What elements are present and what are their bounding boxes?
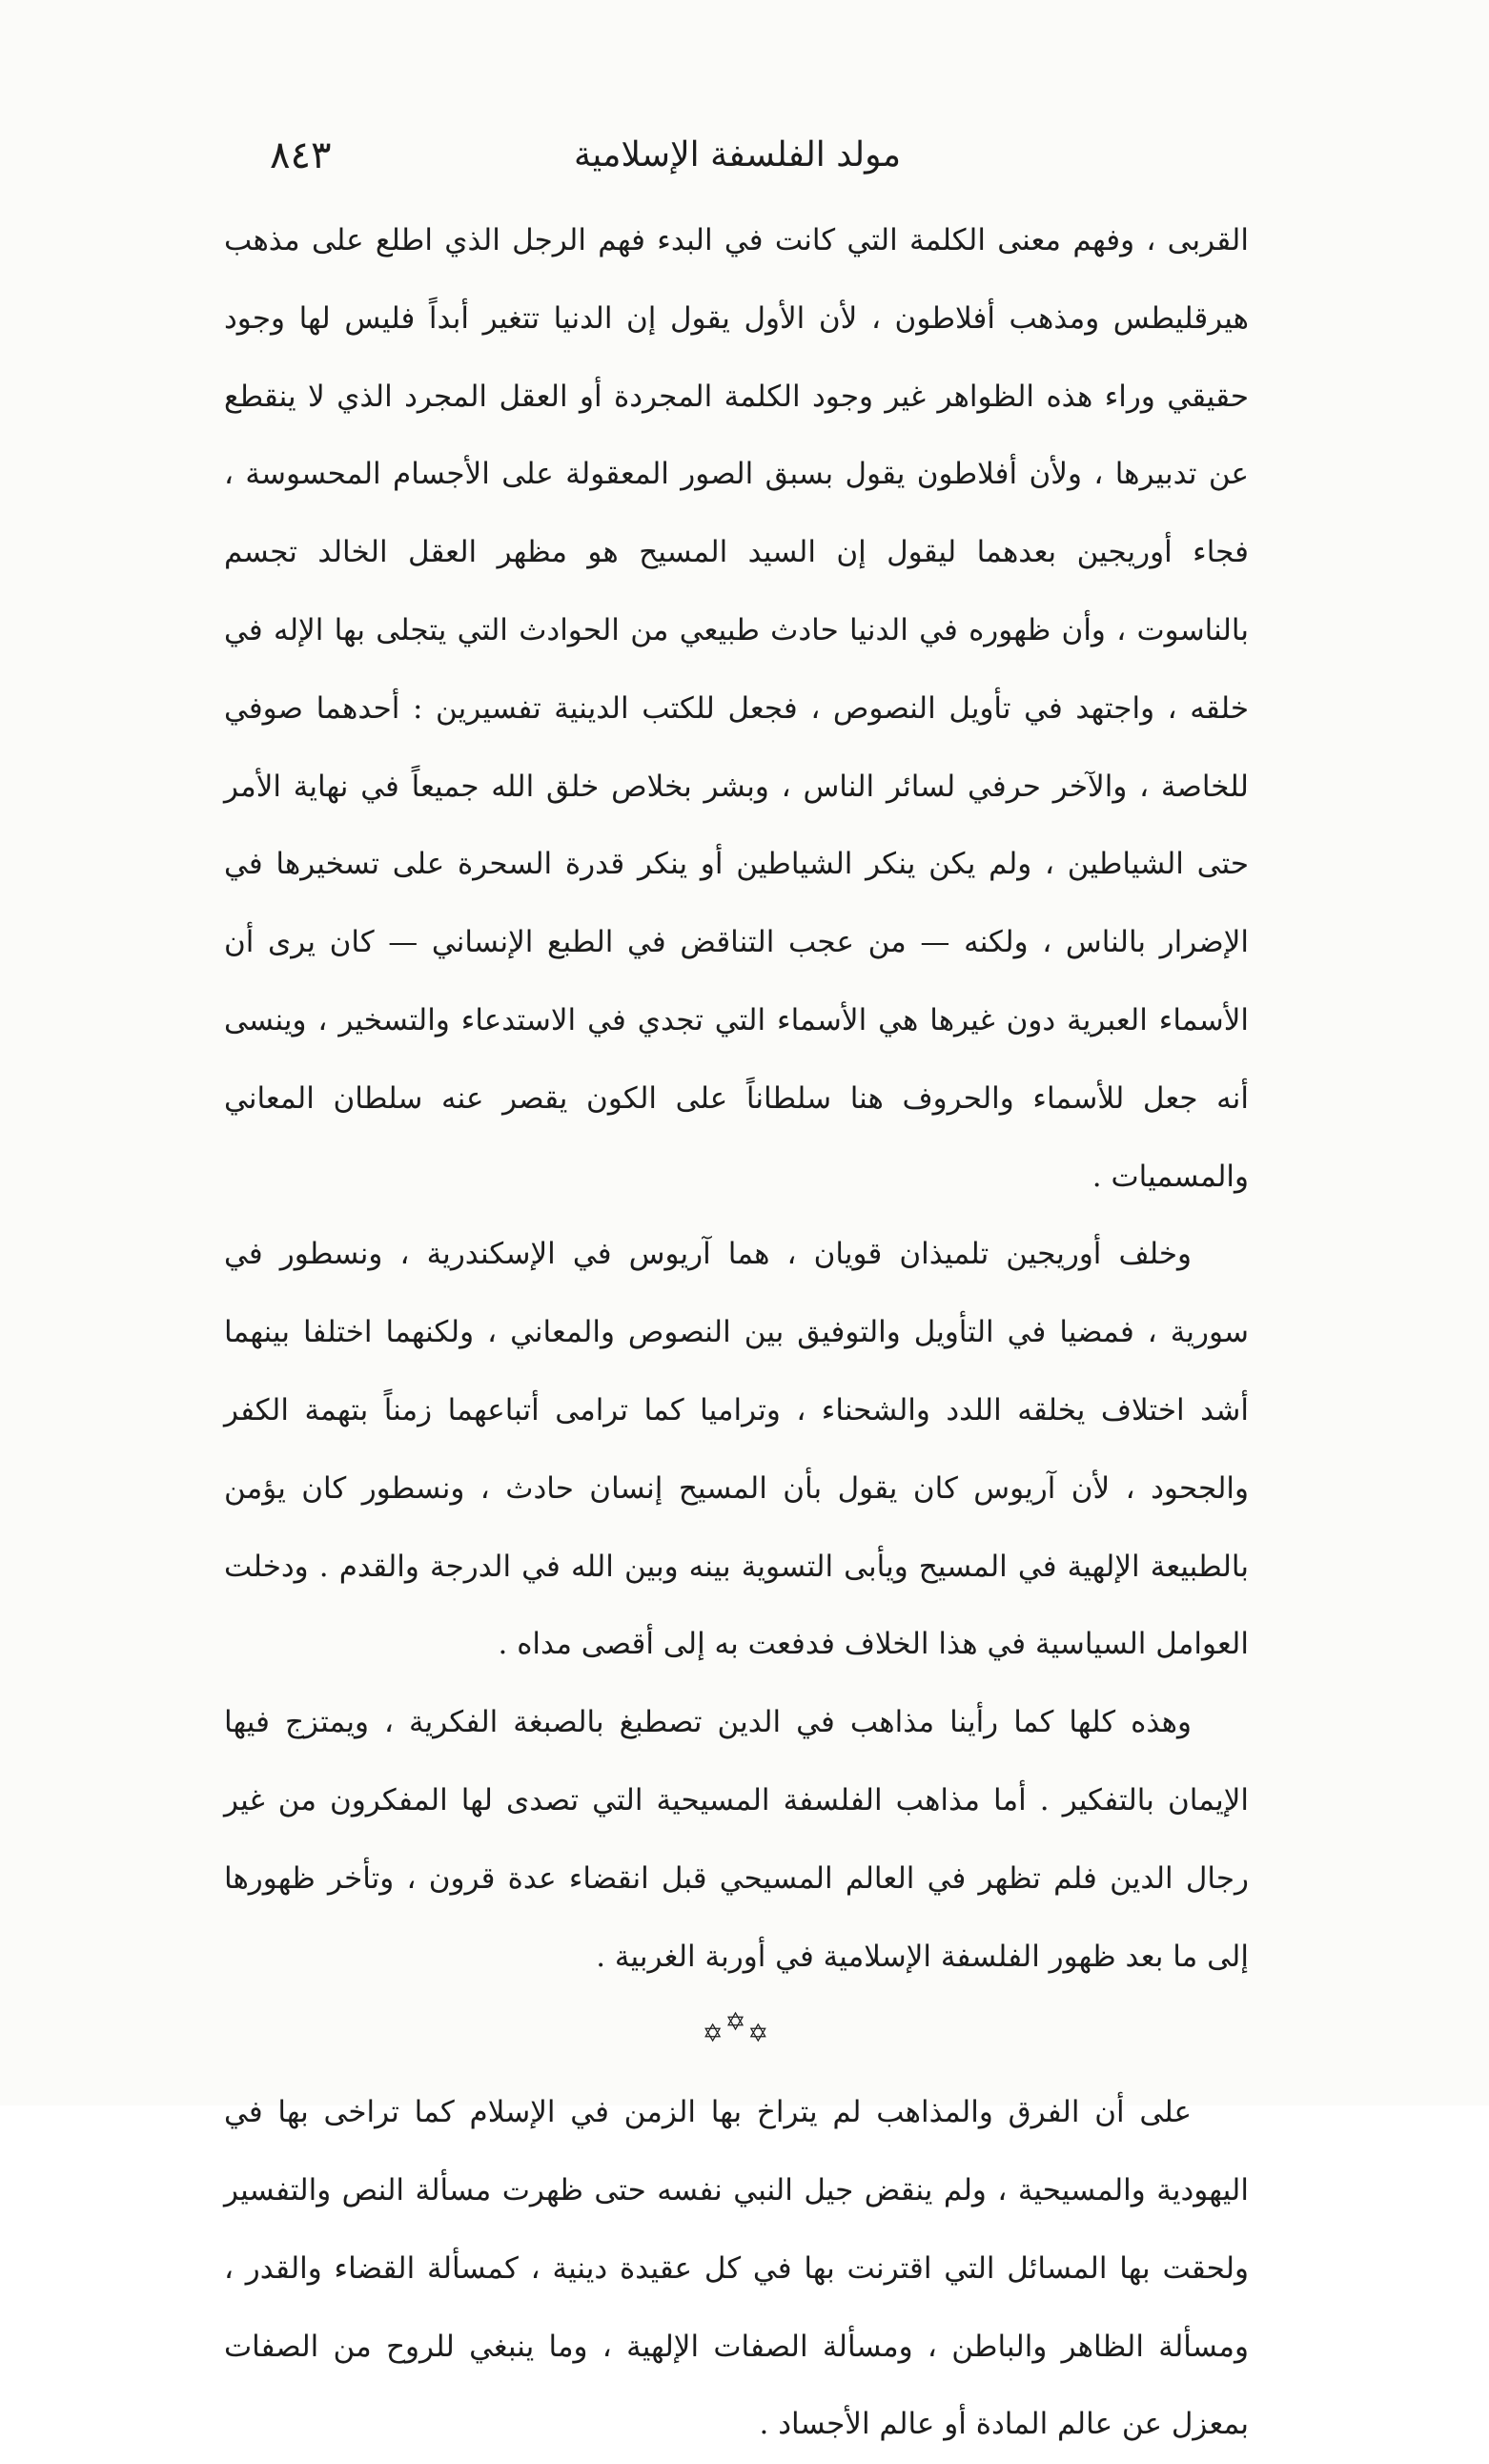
section-ornament (224, 1996, 1249, 2074)
running-title: مولد الفلسفة الإسلامية (574, 135, 901, 175)
paragraph-3: وهذه كلها كما رأينا مذاهب في الدين تصطبغ بالصبغة الفكرية ، ويمتزج فيها الإيمان بالتفكير . أما مذاهب الفلسفة المسيحية التي تصدى لها المفكرون من غير رجال الدين فلم تظهر في العالم المسيحي قبل انقضاء عدة قرون ، وتأخر ظهورها إلى ما بعد ظهور الفلسفة الإسلامية في أوربة الغربية . (224, 1705, 1249, 1974)
paragraph-2: وخلف أوريجين تلميذان قويان ، هما آريوس في الإسكندرية ، ونسطور في سورية ، فمضيا في التأويل والتوفيق بين النصوص والمعاني ، ولكنهما اختلفا بينهما أشد اختلاف يخلقه اللدد والشحناء ، وترامیا کما ترامى أتباعهما زمناً بتهمة الكفر والجحود ، لأن آريوس كان يقول بأن المسيح إنسان حادث ، ونسطور كان يؤمن بالطبيعة الإلهية في المسيح ويأبى التسوية بينه وبين الله في الدرجة والقدم . ودخلت العوامل السياسية في هذا الخلاف فدفعت به إلى أقصى مداه . (224, 1237, 1249, 1662)
paragraph-1: القربى ، وفهم معنى الكلمة التي كانت في البدء فهم الرجل الذي اطلع على مذهب هيرقليطس ومذهب أفلاطون ، لأن الأول يقول إن الدنيا تتغير أبداً فليس لها وجود حقيقي وراء هذه الظواهر غير وجود الكلمة المجردة أو العقل المجرد الذي لا ينقطع عن تدبيرها ، ولأن أفلاطون يقول بسبق الصور المعقولة على الأجسام المحسوسة ، فجاء أوريجين بعدهما ليقول إن السيد المسيح هو مظهر العقل الخالد تجسم بالناسوت ، وأن ظهوره في الدنيا حادث طبيعي من الحوادث التي يتجلى بها الإله في خلقه ، واجتهد في تأويل النصوص ، فجعل للكتب الدينية تفسيرين : أحدهما صوفي للخاصة ، والآخر حرفي لسائر الناس ، وبشر بخلاص خلق الله جميعاً في نهاية الأمر حتى الشياطين ، ولم يكن ينكر الشياطين أو ينكر قدرة السحرة على تسخيرها في الإضرار بالناس ، ولكنه — من عجب التناقض في الطبع الإنساني — كان يرى أن الأسماء العبرية دون غيرها هي الأسماء التي تجدي في الاستدعاء والتسخير ، وينسى أنه جعل للأسماء والحروف هنا سلطاناً على الكون يقصر عنه سلطان المعاني والمسميات . (224, 223, 1249, 1194)
star-ornament-icon: ✡ (747, 2020, 771, 2049)
page-number: ٨٤٣ (270, 133, 332, 177)
star-ornament-icon: ✡ (702, 2020, 725, 2049)
star-ornament-icon: ✡ (724, 2008, 748, 2038)
body-text (224, 202, 1249, 2464)
paragraph-4: على أن الفرق والمذاهب لم يتراخ بها الزمن في الإسلام كما تراخى بها في اليهودية والمسيحية ، ولم ينقض جيل النبي نفسه حتى ظهرت مسألة النص والتفسير ولحقت بها المسائل التي اقترنت بها في كل عقيدة دينية ، كمسألة القضاء والقدر ، ومسألة الظاهر والباطن ، ومسألة الصفات الإلهية ، وما ينبغي للروح من الصفات بمعزل عن عالم المادة أو عالم الأجساد . (224, 2095, 1249, 2442)
running-header (224, 132, 1251, 179)
